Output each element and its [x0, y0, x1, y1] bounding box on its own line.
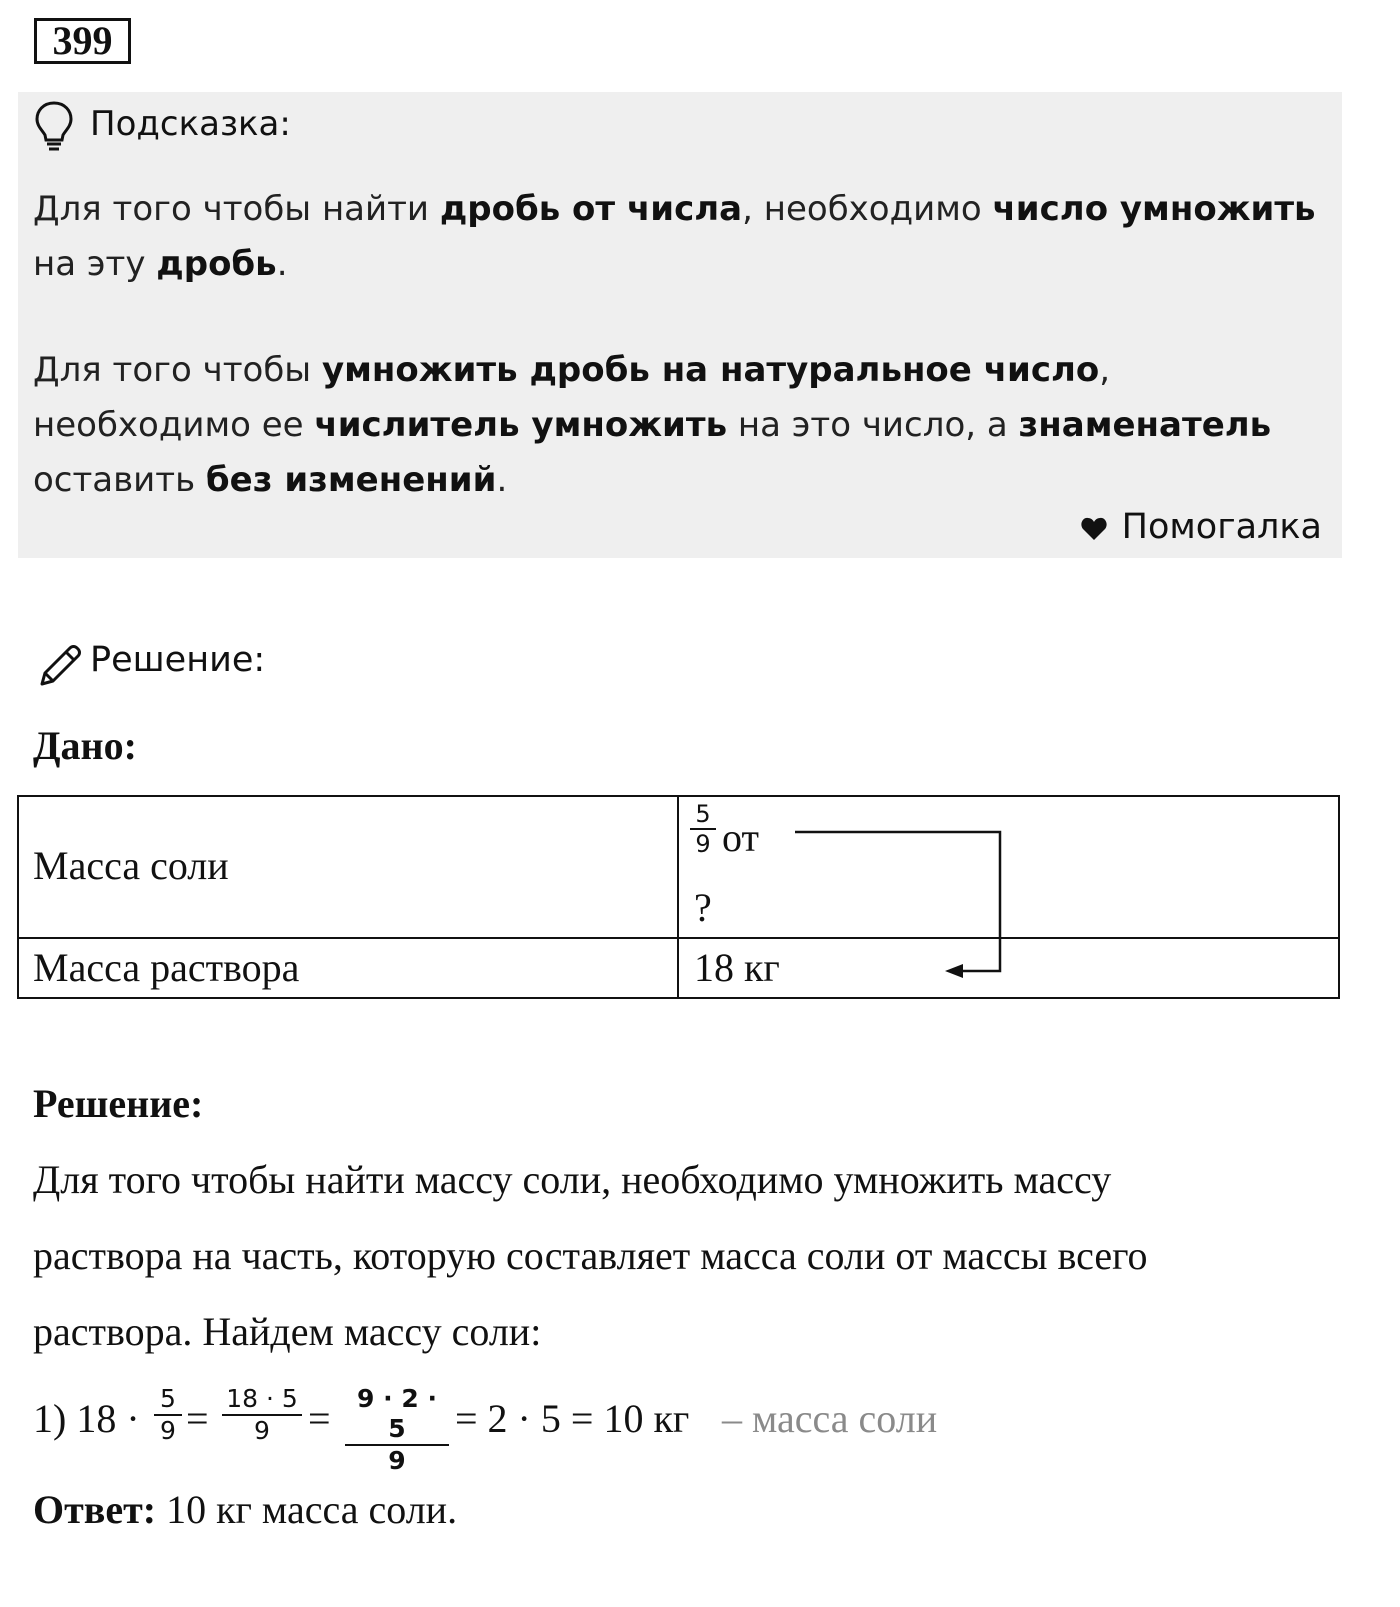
hint-paragraph-2: Для того чтобы умножить дробь на натуральное число, необходимо ее числитель умножить на это число, а знаменатель оставить без изменений. — [33, 350, 1272, 500]
hint-credit: Помогалка — [1121, 507, 1322, 547]
equation-fraction-3: 9 · 2 · 5 9 — [345, 1384, 449, 1476]
answer — [33, 1486, 457, 1533]
row1-fraction: 5 9 — [690, 800, 716, 858]
row2-label: Масса раствора — [33, 945, 300, 990]
row1-question: ? — [694, 885, 712, 930]
equation-prefix: 1) 18 · — [33, 1396, 140, 1441]
given-title: Дано: — [33, 723, 137, 768]
equals-1: = — [186, 1396, 209, 1441]
equation-result: = 2 · 5 = 10 кг — [455, 1396, 690, 1441]
hint-paragraph-1: Для того чтобы найти дробь от числа, необходимо число умножить на эту дробь. — [33, 189, 1316, 284]
task-number: 399 — [34, 18, 131, 64]
solution-line-1: Для того чтобы найти массу соли, необходимо умножить массу — [33, 1157, 1112, 1202]
solution-title: Решение: — [33, 1081, 204, 1126]
hint-title: Подсказка: — [90, 104, 291, 144]
answer-label: Ответ: — [33, 1487, 157, 1532]
heart-icon — [1081, 517, 1107, 541]
equation-fraction-1: 5 9 — [154, 1384, 182, 1446]
solution-line-2: раствора на часть, которую составляет масса соли от массы всего — [33, 1233, 1148, 1278]
solution-line-3: раствора. Найдем массу соли: — [33, 1309, 542, 1354]
equation-note: – масса соли — [722, 1396, 938, 1441]
row1-of: от — [722, 815, 759, 860]
answer-text: 10 кг масса соли. — [156, 1487, 458, 1532]
equation-fraction-2: 18 · 5 9 — [222, 1384, 302, 1446]
pencil-icon — [36, 642, 84, 690]
equals-2: = — [308, 1396, 331, 1441]
lightbulb-icon — [34, 100, 74, 152]
solution-heading: Решение: — [90, 640, 266, 680]
row2-value: 18 кг — [694, 945, 780, 990]
row1-label: Масса соли — [33, 843, 229, 888]
